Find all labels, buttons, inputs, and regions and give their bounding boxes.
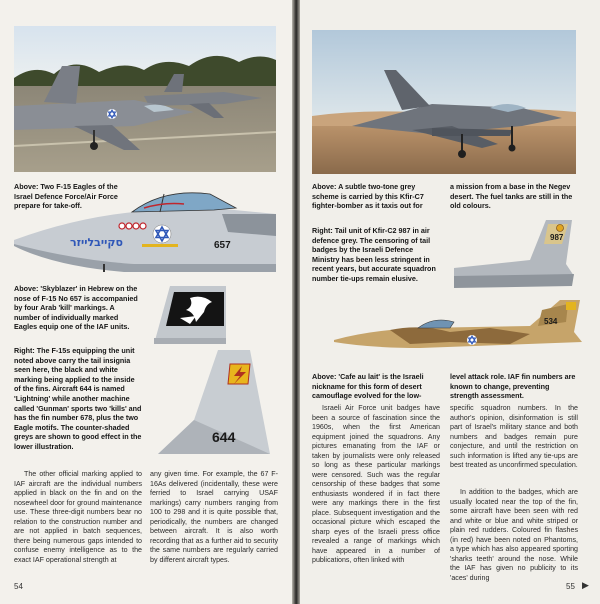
kfir-number-534: 534 [544, 317, 558, 326]
left-page [0, 0, 292, 604]
illustration-fin-644-lightning [154, 350, 274, 458]
fin-number-644: 644 [212, 429, 236, 445]
caption-skyblazer: Above: 'Skyblazer' in Hebrew on the nose of F-15 No 657 is accompanied by four Arab 'kill' markings. A number of individually marked Eagles equip one of the IAF units. [14, 284, 138, 332]
page-number-left: 54 [14, 582, 23, 591]
caption-tail-987: Right: Tail unit of Kfir-C2 987 in air defence grey. The censoring of tail badges by the Israeli Defence Ministry has been less stringent in recent years, but accurate squadron number tie-ups remain elusive. [312, 226, 436, 283]
body-text-right-col1: Israeli Air Force unit badges have been a source of fascination since the 1960s, when the first American equipment joined the squadrons. Any pictures emanating from the IAF or taken by journalists were only released so long as these particular markings were censored. Such was the regular censorship of these badges that some enthusiasts wondered if in fact there were any markings there in the first place. Subsequent investigation and the occasional picture which escaped the sharp eyes of the Israeli press office revealed a range of markings which have appeared in a number of publications, often linked with [312, 404, 440, 564]
caption-f15-takeoff: Above: Two F-15 Eagles of the Israel Defence Force/Air Force prepare for take-off. [14, 182, 118, 211]
nose-number-657: 657 [214, 240, 231, 251]
illustration-kfir-tail-987 [450, 216, 580, 296]
body-text-right-col2a: specific squadron numbers. In the author's opinion, disinformation is still part of Israel's military stance and both numbers and badges remain pure conjecture, and until the restriction on such information is lifted any tie-ups are best treated as unconfirmed speculation. [450, 404, 578, 469]
caption-kfir-taxi: Above: A subtle two-tone grey scheme is carried by this Kfir-C7 fighter-bomber as it taxis out for [312, 182, 424, 211]
nose-name-skyblazer-hebrew: סקייבלייזר [70, 236, 123, 249]
body-text-right-col2b: In addition to the badges, which are usually located near the top of the fin, some aircraft have been seen with red and white or blue and white striped or plain red rudders. Coloured fin flashes (in red) have been noted on Phantoms, a type which has also appeared sporting 'sharks teeth' around the nose. While the IAF has given no publicity to its 'aces' during [450, 488, 578, 582]
illustration-kfir-534-cafe-au-lait [330, 296, 586, 362]
body-text-left-col2: any given time. For example, the 67 F-16As delivered (incidentally, these were ferried to Israel carrying USAF markings) carry numbers ranging from 100 to 298 and it is quite possible that, periodically, the numbers are changed between aircraft. It is also worth recording that as a further aid to security the same numbers are regularly carried by different aircraft types. [150, 470, 278, 564]
illustration-fin-insignia-eagle [150, 282, 230, 348]
body-text-left-col1: The other official marking applied to IAF aircraft are the individual numbers applied in black on the fin and on the nosewheel door for ground maintenance use. These three-digit numbers bear no relation to the construction number and are not applied in batch sequences, there being numerous gaps intended to confuse enemy intelligence as to the exact IAF operational strength at [14, 470, 142, 564]
tail-number-987: 987 [550, 233, 564, 242]
caption-fin-insignia: Right: The F-15s equipping the unit noted above carry the tail insignia seen here, the black and white marking being applied to the inside of the fins. Aircraft 644 is named 'Lightning' while another machine called 'Gunman' sports two 'kills' and has the fin number 678, plus the two Eagle motifs. The counter-shaded greys are shown to good effect in the lower illustration. [14, 346, 142, 451]
photo-f15-eagles-takeoff [14, 26, 276, 172]
caption-cafe-au-lait: Above: 'Cafe au lait' is the Israeli nickname for this form of desert camouflage evolved for the low- [312, 372, 424, 401]
caption-cafe-au-lait-continued: level attack role. IAF fin numbers are known to change, preventing strength assessment. [450, 372, 576, 401]
book-gutter [292, 0, 300, 604]
page-number-right: 55 [566, 582, 575, 591]
caption-kfir-taxi-continued: a mission from a base in the Negev desert. The fuel tanks are still in the old colours. [450, 182, 573, 211]
continue-arrow-icon[interactable]: ▶ [582, 580, 589, 590]
photo-kfir-c7-taxiing [312, 30, 576, 174]
right-page [300, 0, 600, 604]
illustration-f15-nose-skyblazer [14, 188, 282, 274]
